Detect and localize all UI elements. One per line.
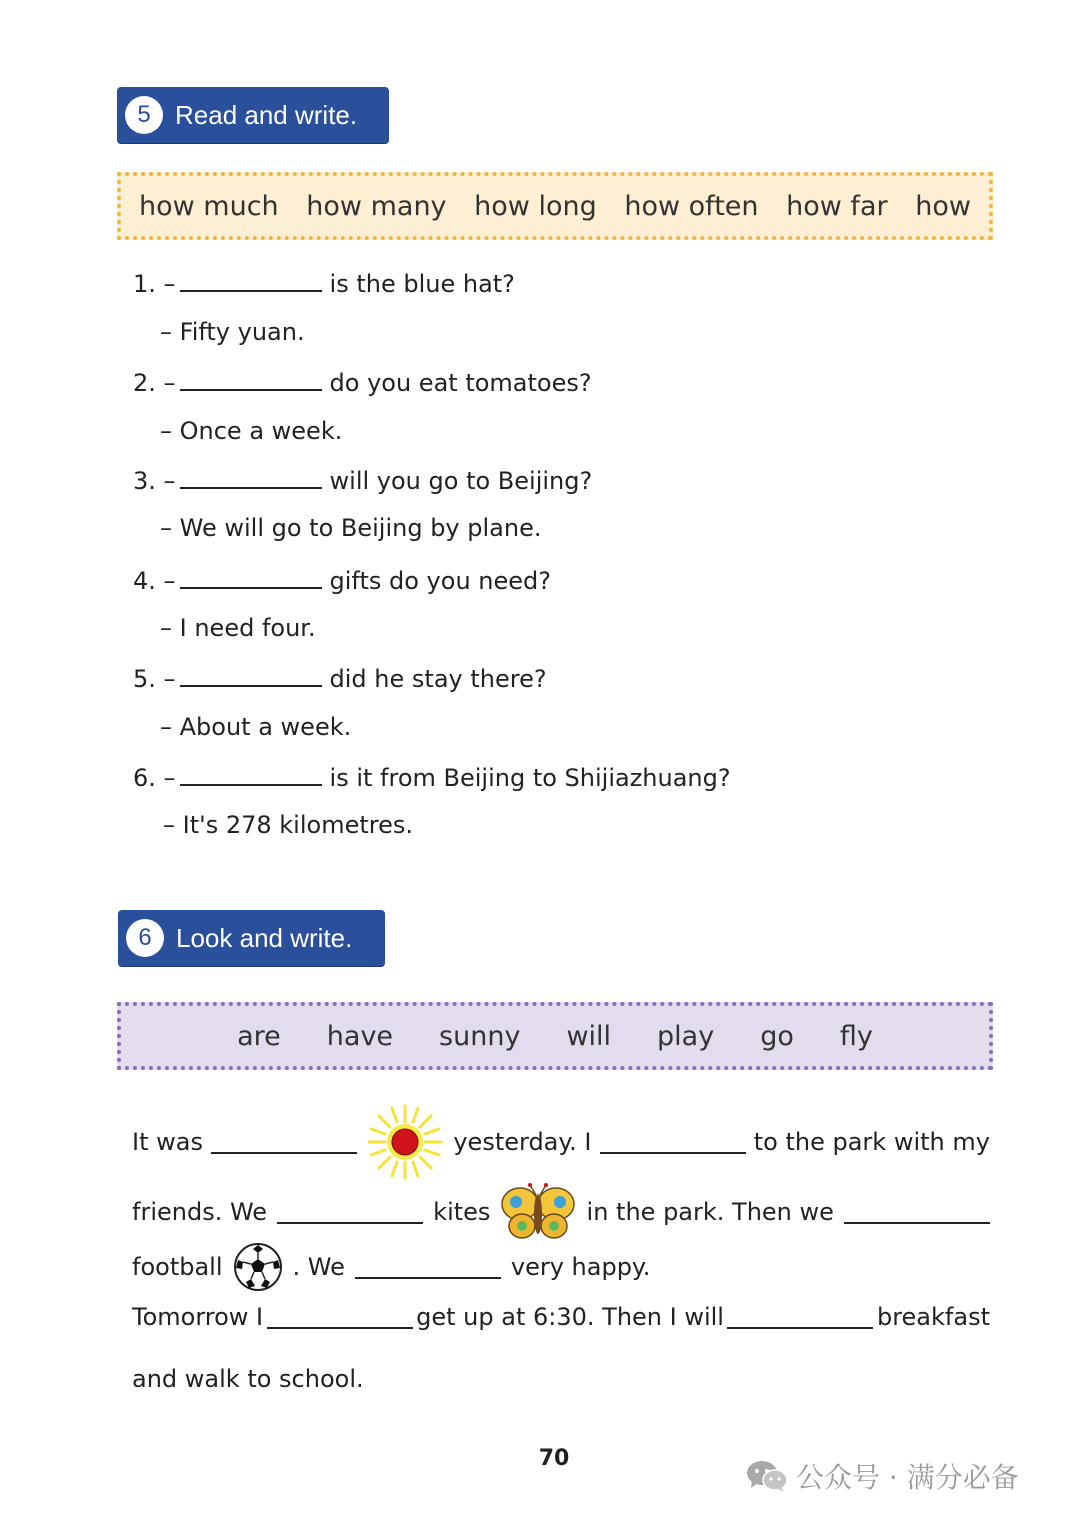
- answer-6: – It's 278 kilometres.: [163, 811, 413, 839]
- passage-line-3: [132, 1240, 990, 1294]
- passage-line-2: [132, 1180, 990, 1244]
- question-2: [133, 367, 592, 397]
- passage-text: get up at 6:30. Then I will: [416, 1303, 724, 1331]
- word-bank-item: are: [237, 1020, 281, 1052]
- question-text: will you go to Beijing?: [329, 467, 593, 495]
- answer-2: – Once a week.: [160, 417, 343, 445]
- passage-text: yesterday. I: [453, 1128, 592, 1156]
- passage-text: . We: [292, 1253, 345, 1281]
- passage-text: Tomorrow I: [132, 1303, 264, 1331]
- passage-line-5: [132, 1358, 990, 1400]
- answer-4: – I need four.: [160, 614, 316, 642]
- question-number: 4. –: [133, 567, 176, 595]
- sun-icon: [365, 1102, 445, 1182]
- word-bank-item: how: [915, 190, 971, 222]
- answer-blank[interactable]: [844, 1200, 990, 1224]
- football-icon: [233, 1242, 283, 1292]
- word-bank-item: how far: [786, 190, 888, 222]
- word-bank-item: how often: [624, 190, 759, 222]
- question-1: [133, 268, 515, 298]
- watermark: [746, 1456, 1019, 1496]
- question-text: is the blue hat?: [329, 270, 515, 298]
- question-number: 1. –: [133, 270, 176, 298]
- passage-text: breakfast: [876, 1303, 990, 1331]
- word-bank-item: how long: [474, 190, 597, 222]
- word-bank-item: have: [326, 1020, 394, 1052]
- answer-blank[interactable]: [211, 1130, 357, 1154]
- passage-text: It was: [132, 1128, 203, 1156]
- section-5-title: Read and write.: [175, 99, 358, 130]
- question-text: did he stay there?: [329, 665, 547, 693]
- section-6-number: 6: [126, 919, 164, 957]
- page-number: 70: [538, 1446, 570, 1471]
- passage-text: in the park. Then we: [586, 1198, 834, 1226]
- answer-blank[interactable]: [180, 465, 322, 489]
- question-text: is it from Beijing to Shijiazhuang?: [329, 764, 731, 792]
- question-number: 2. –: [133, 369, 176, 397]
- section-5-header: [117, 87, 389, 143]
- word-bank-item: how many: [306, 190, 447, 222]
- passage-text: football: [132, 1253, 223, 1281]
- answer-blank[interactable]: [727, 1305, 873, 1329]
- wechat-icon: [746, 1459, 788, 1493]
- answer-blank[interactable]: [600, 1130, 746, 1154]
- answer-blank[interactable]: [180, 268, 322, 292]
- question-3: [133, 465, 592, 495]
- passage-text: very happy.: [510, 1253, 651, 1281]
- question-5: [133, 663, 547, 693]
- answer-blank[interactable]: [277, 1200, 423, 1224]
- section-6-word-bank: [117, 1002, 993, 1070]
- answer-blank[interactable]: [267, 1305, 413, 1329]
- passage-text: to the park with my: [753, 1128, 990, 1156]
- answer-blank[interactable]: [355, 1255, 501, 1279]
- answer-5: – About a week.: [160, 713, 352, 741]
- word-bank-item: will: [566, 1020, 612, 1052]
- answer-blank[interactable]: [180, 663, 322, 687]
- question-number: 3. –: [133, 467, 176, 495]
- passage-line-4: [132, 1296, 990, 1338]
- watermark-text: 公众号 · 满分必备: [796, 1461, 1019, 1494]
- word-bank-item: fly: [839, 1020, 873, 1052]
- question-text: do you eat tomatoes?: [329, 369, 592, 397]
- section-6-header: [118, 910, 385, 966]
- section-5-word-bank: [117, 172, 993, 240]
- answer-blank[interactable]: [180, 762, 322, 786]
- question-6: [133, 762, 731, 792]
- answer-blank[interactable]: [180, 367, 322, 391]
- section-6-title: Look and write.: [176, 922, 353, 953]
- butterfly-kite-icon: [500, 1182, 576, 1242]
- section-5-number: 5: [125, 96, 163, 134]
- word-bank-item: play: [657, 1020, 715, 1052]
- word-bank-item: how much: [139, 190, 279, 222]
- passage-line-1: [132, 1100, 990, 1184]
- answer-1: – Fifty yuan.: [160, 318, 305, 346]
- passage-text: and walk to school.: [132, 1365, 364, 1393]
- answer-blank[interactable]: [180, 565, 322, 589]
- question-number: 5. –: [133, 665, 176, 693]
- answer-3: – We will go to Beijing by plane.: [160, 514, 542, 542]
- question-number: 6. –: [133, 764, 176, 792]
- passage-text: friends. We: [132, 1198, 268, 1226]
- passage-text: kites: [433, 1198, 491, 1226]
- question-text: gifts do you need?: [329, 567, 551, 595]
- word-bank-item: sunny: [439, 1020, 521, 1052]
- question-4: [133, 565, 551, 595]
- word-bank-item: go: [760, 1020, 794, 1052]
